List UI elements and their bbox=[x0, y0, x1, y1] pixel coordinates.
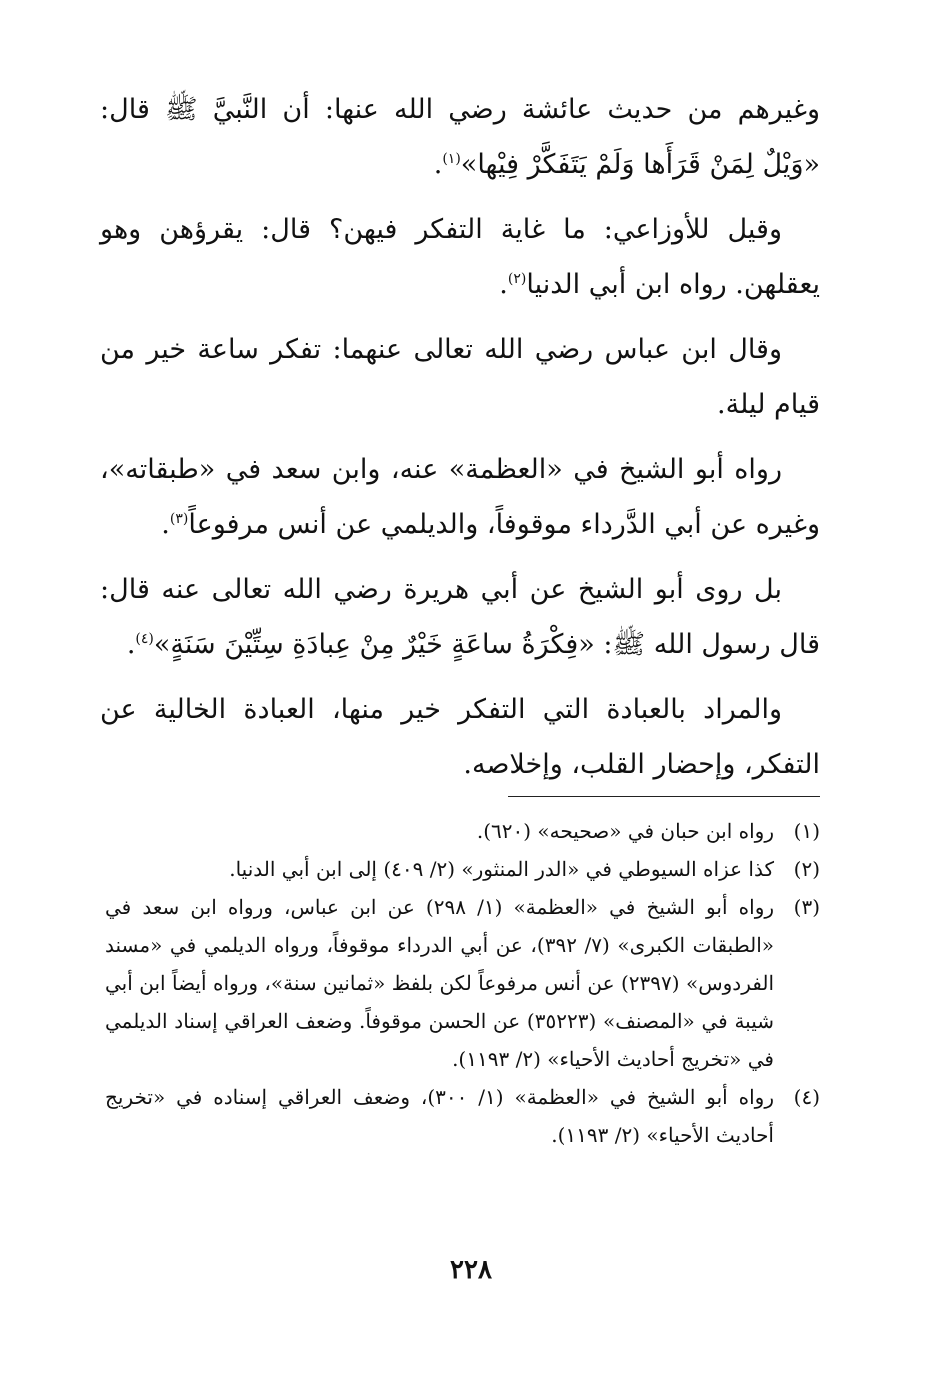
paragraph-5 bbox=[100, 562, 820, 672]
footnote-text: رواه أبو الشيخ في «العظمة» (١/ ٢٩٨) عن ابن عباس، ورواه ابن سعد في «الطبقات الكبرى» (٧/ ٣٩٢)، عن أبي الدرداء موقوفاً، ورواه الديلمي في «مسند الفردوس» (٢٣٩٧) عن أنس مرفوعاً لكن بلفظ «ثمانين سنة»، ورواه أيضاً ابن أبي شيبة في «المصنف» (٣٥٢٢٣) عن الحسن موقوفاً. وضعف العراقي إسناد الديلمي في «تخريج أحاديث الأحياء» (٢/ ١١٩٣). bbox=[105, 895, 775, 1071]
paragraph-4-end: . bbox=[161, 509, 170, 540]
footnote-number: (٤) bbox=[793, 1085, 820, 1109]
footnote-divider bbox=[508, 796, 820, 797]
paragraph-3: وقال ابن عباس رضي الله تعالى عنهما: تفكر ساعة خير من قيام ليلة. bbox=[100, 334, 820, 420]
footnotes bbox=[105, 812, 820, 1154]
footnote-text: كذا عزاه السيوطي في «الدر المنثور» (٢/ ٤٠٩) إلى ابن أبي الدنيا. bbox=[229, 857, 774, 881]
paragraph-2-text: وقيل للأوزاعي: ما غاية التفكر فيهن؟ قال: يقرؤهن وهو يعقلهن. رواه ابن أبي الدنيا bbox=[100, 214, 820, 300]
footnote-number: (١) bbox=[793, 819, 820, 843]
paragraph-2 bbox=[100, 202, 820, 312]
footnote-ref-2[interactable]: (٢) bbox=[507, 271, 527, 287]
main-text bbox=[100, 82, 820, 802]
paragraph-5-text: بل روى أبو الشيخ عن أبي هريرة رضي الله تعالى عنه قال: قال رسول الله ﷺ: «فِكْرَةُ ساعَةٍ خَيْرٌ مِنْ عِبادَةِ سِتِّيْنَ سَنَةٍ» bbox=[100, 574, 820, 660]
footnote-ref-1[interactable]: (١) bbox=[442, 151, 461, 167]
paragraph-1 bbox=[100, 82, 820, 192]
paragraph-4-text: رواه أبو الشيخ في «العظمة» عنه، وابن سعد في «طبقاته»، وغيره عن أبي الدَّرداء موقوفاً، والديلمي عن أنس مرفوعاً bbox=[100, 454, 820, 540]
footnote-number: (٣) bbox=[793, 895, 820, 919]
footnote-3 bbox=[105, 888, 820, 1078]
paragraph-1-text: وغيرهم من حديث عائشة رضي الله عنها: أن النَّبيَّ ﷺ قال: «وَيْلٌ لِمَنْ قَرَأَها وَلَمْ يَتَفَكَّرْ فِيْها» bbox=[100, 94, 820, 180]
paragraph-2-end: . bbox=[499, 269, 508, 300]
footnote-1 bbox=[105, 812, 820, 850]
paragraph-1-end: . bbox=[433, 149, 443, 180]
footnote-number: (٢) bbox=[793, 857, 820, 881]
footnote-2 bbox=[105, 850, 820, 888]
footnote-ref-4[interactable]: (٤) bbox=[135, 631, 154, 647]
paragraph-6: والمراد بالعبادة التي التفكر خير منها، العبادة الخالية عن التفكر، وإحضار القلب، وإخلاصه. bbox=[100, 694, 820, 780]
paragraph-5-end: . bbox=[126, 629, 136, 660]
paragraph-4 bbox=[100, 442, 820, 552]
footnote-ref-3[interactable]: (٣) bbox=[169, 511, 189, 527]
footnote-4 bbox=[105, 1078, 820, 1154]
page-number: ٢٢٨ bbox=[450, 1255, 492, 1285]
footnote-text: رواه أبو الشيخ في «العظمة» (١/ ٣٠٠)، وضعف العراقي إسناده في «تخريج أحاديث الأحياء» (٢/ ١١٩٣). bbox=[105, 1085, 774, 1147]
footnote-text: رواه ابن حبان في «صحيحه» (٦٢٠). bbox=[476, 819, 774, 843]
